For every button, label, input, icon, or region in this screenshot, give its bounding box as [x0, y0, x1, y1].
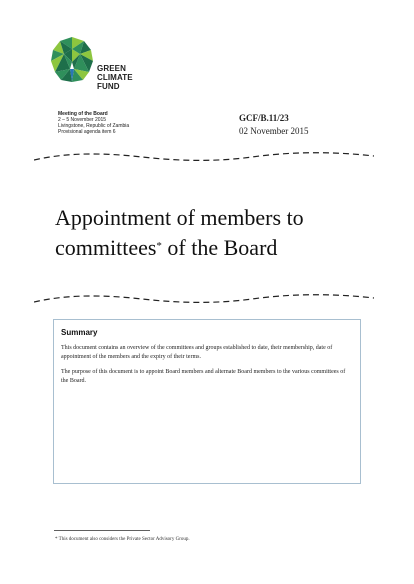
summary-heading: Summary: [61, 328, 98, 337]
bottom-wave-divider: [34, 291, 374, 307]
meeting-location: Livingstone, Republic of Zambia: [58, 123, 130, 129]
meeting-info: [58, 111, 238, 135]
document-title-committees: committees: [55, 235, 157, 260]
document-title: [55, 203, 375, 263]
logo-line-climate: CLIMATE: [97, 73, 133, 82]
title-footnote-marker: *: [156, 240, 162, 252]
summary-box: [53, 319, 361, 484]
document-title-line-1: Appointment of members to: [55, 205, 304, 230]
globe-logo-icon: [48, 36, 96, 84]
meeting-dates: 2 – 5 November 2015: [58, 117, 107, 123]
summary-paragraph-1: This document contains an overview of the committees and groups established to date, their membership, date of appointment of the members and the expiry of their terms.: [61, 345, 333, 360]
document-date: 02 November 2015: [239, 126, 309, 136]
gcf-logo: [48, 36, 148, 100]
summary-paragraph-2: The purpose of this document is to appoint Board members and alternate Board members to the various committees of the Board.: [61, 369, 346, 384]
top-wave-divider: [34, 149, 374, 165]
logo-line-fund: FUND: [97, 82, 120, 91]
organization-name: [97, 64, 133, 91]
footnote-divider: [54, 530, 150, 531]
agenda-item: Provisional agenda item 6: [58, 129, 116, 135]
document-code: GCF/B.11/23: [239, 113, 289, 123]
meeting-title: Meeting of the Board: [58, 111, 108, 117]
document-title-of-board: of the Board: [161, 235, 278, 260]
logo-line-green: GREEN: [97, 64, 126, 73]
document-meta: [239, 112, 359, 138]
document-title-line-2: [55, 233, 375, 263]
footnote-text: * This document also considers the Private Sector Advisory Group.: [55, 537, 190, 542]
